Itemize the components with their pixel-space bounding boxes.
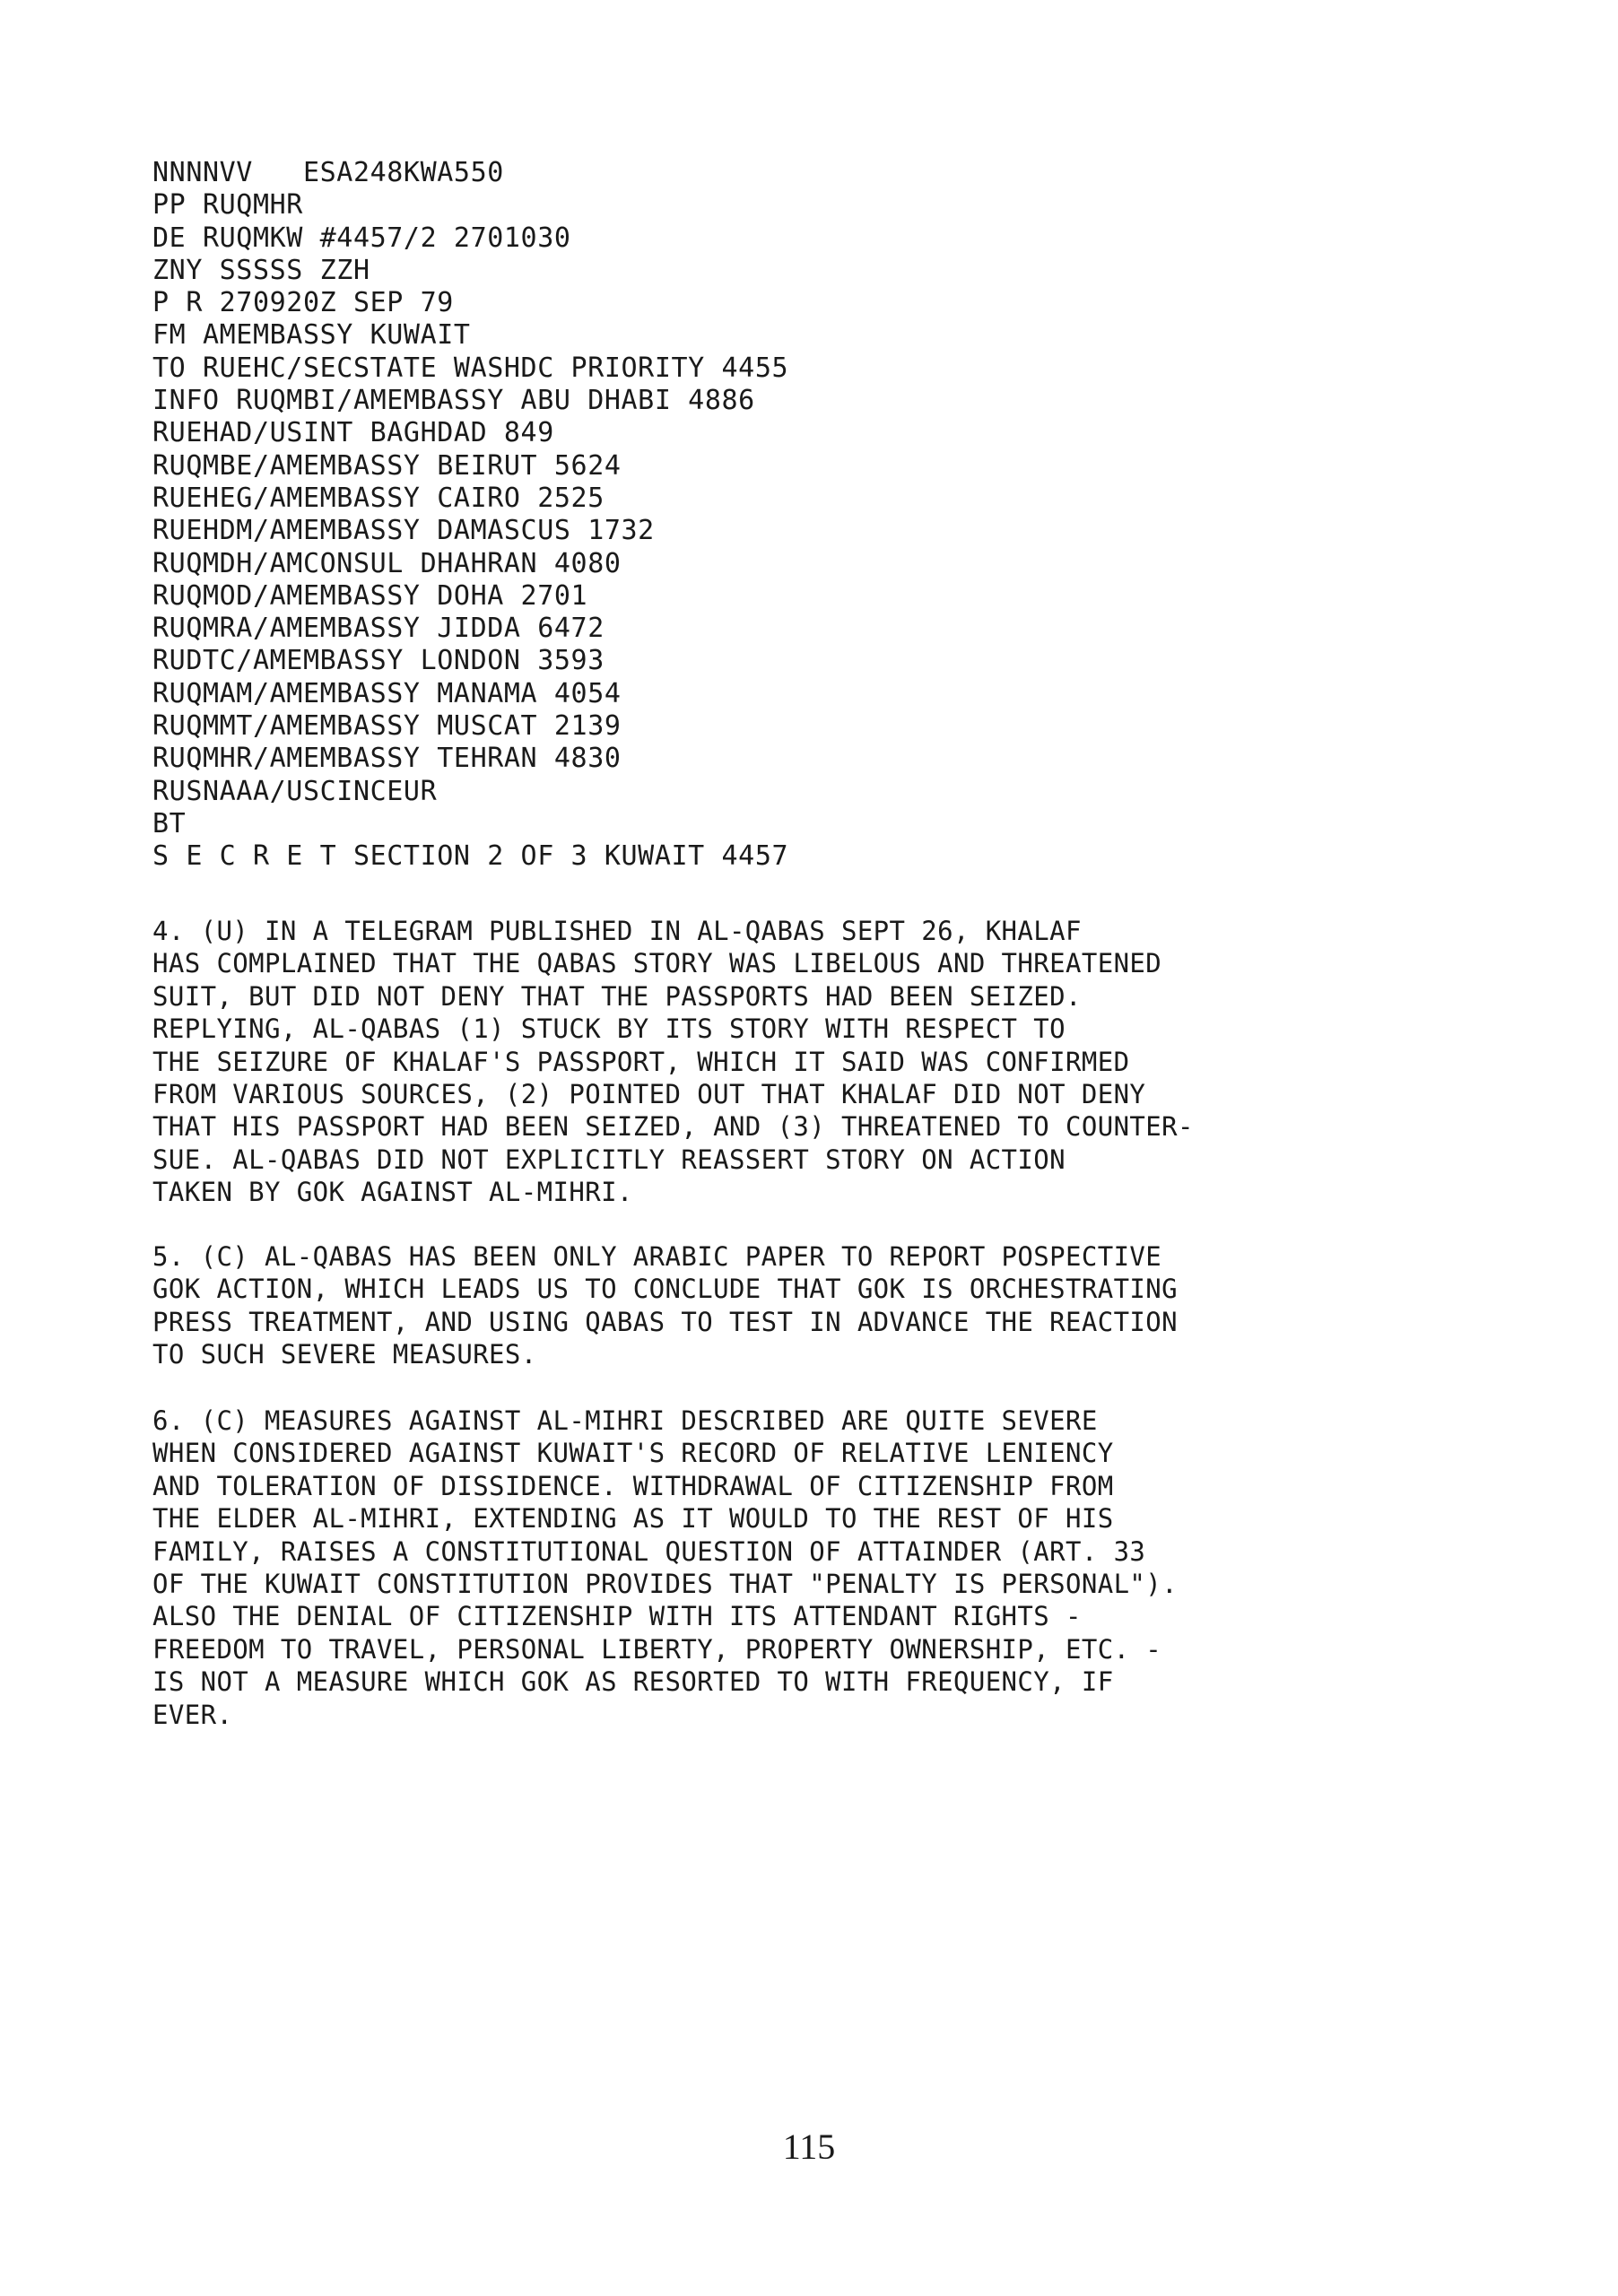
paragraph-line: 5. (C) AL-QABAS HAS BEEN ONLY ARABIC PAPER TO REPORT POSPECTIVE (152, 1241, 1162, 1272)
paragraph-line: 6. (C) MEASURES AGAINST AL-MIHRI DESCRIBED ARE QUITE SEVERE (152, 1405, 1098, 1436)
header-line: RUEHAD/USINT BAGHDAD 849 (152, 417, 554, 449)
header-line: P R 270920Z SEP 79 (152, 287, 454, 319)
paragraph-line: HAS COMPLAINED THAT THE QABAS STORY WAS LIBELOUS AND THREATENED (152, 948, 1162, 979)
header-line: ZNY SSSSS ZZH (152, 254, 370, 286)
header-line: RUQMAM/AMEMBASSY MANAMA 4054 (152, 677, 622, 709)
header-line: BT (152, 807, 187, 839)
header-line: RUDTC/AMEMBASSY LONDON 3593 (152, 645, 605, 677)
header-line: RUEHEG/AMEMBASSY CAIRO 2525 (152, 482, 605, 514)
header-line: RUSNAAA/USCINCEUR (152, 775, 438, 807)
header-line: PP RUQMHR (152, 189, 303, 222)
paragraph-line: THAT HIS PASSPORT HAD BEEN SEIZED, AND (3) THREATENED TO COUNTER- (152, 1111, 1194, 1143)
header-line: RUQMHR/AMEMBASSY TEHRAN 4830 (152, 743, 622, 775)
header-line: RUQMDH/AMCONSUL DHAHRAN 4080 (152, 547, 622, 579)
paragraph-line: GOK ACTION, WHICH LEADS US TO CONCLUDE THAT GOK IS ORCHESTRATING (152, 1274, 1179, 1305)
paragraph-4 (152, 915, 1480, 1209)
header-line: DE RUQMKW #4457/2 2701030 (152, 222, 571, 254)
header-line: RUQMRA/AMEMBASSY JIDDA 6472 (152, 613, 605, 645)
paragraph-line: FROM VARIOUS SOURCES, (2) POINTED OUT THAT KHALAF DID NOT DENY (152, 1079, 1146, 1110)
header-line: RUQMMT/AMEMBASSY MUSCAT 2139 (152, 710, 622, 743)
paragraph-line: PRESS TREATMENT, AND USING QABAS TO TEST IN ADVANCE THE REACTION (152, 1306, 1179, 1337)
paragraph-line: ALSO THE DENIAL OF CITIZENSHIP WITH ITS ATTENDANT RIGHTS - (152, 1601, 1082, 1632)
paragraph-line: OF THE KUWAIT CONSTITUTION PROVIDES THAT "PENALTY IS PERSONAL"). (152, 1569, 1179, 1600)
telegram-header (152, 157, 1462, 874)
paragraph-line: FAMILY, RAISES A CONSTITUTIONAL QUESTION OF ATTAINDER (ART. 33 (152, 1535, 1146, 1567)
paragraph-line: 4. (U) IN A TELEGRAM PUBLISHED IN AL-QABAS SEPT 26, KHALAF (152, 916, 1082, 946)
header-line: RUEHDM/AMEMBASSY DAMASCUS 1732 (152, 515, 655, 547)
paragraph-line: THE ELDER AL-MIHRI, EXTENDING AS IT WOULD TO THE REST OF HIS (152, 1503, 1114, 1535)
paragraph-line: THE SEIZURE OF KHALAF'S PASSPORT, WHICH IT SAID WAS CONFIRMED (152, 1046, 1130, 1077)
paragraph-line: SUIT, BUT DID NOT DENY THAT THE PASSPORTS HAD BEEN SEIZED. (152, 980, 1082, 1012)
header-line: INFO RUQMBI/AMEMBASSY ABU DHABI 4886 (152, 385, 755, 417)
header-line: FM AMEMBASSY KUWAIT (152, 319, 471, 352)
paragraph-line: WHEN CONSIDERED AGAINST KUWAIT'S RECORD OF RELATIVE LENIENCY (152, 1438, 1114, 1469)
header-line: TO RUEHC/SECSTATE WASHDC PRIORITY 4455 (152, 352, 789, 384)
paragraph-line: IS NOT A MEASURE WHICH GOK AS RESORTED TO WITH FREQUENCY, IF (152, 1666, 1114, 1698)
paragraph-line: FREEDOM TO TRAVEL, PERSONAL LIBERTY, PROPERTY OWNERSHIP, ETC. - (152, 1633, 1162, 1665)
page-number: 115 (782, 2126, 836, 2167)
header-line: RUQMOD/AMEMBASSY DOHA 2701 (152, 579, 588, 612)
paragraph-5 (152, 1240, 1480, 1371)
classification-line: S E C R E T SECTION 2 OF 3 KUWAIT 4457 (152, 840, 789, 873)
paragraph-line: TO SUCH SEVERE MEASURES. (152, 1339, 537, 1370)
paragraph-line: EVER. (152, 1699, 233, 1730)
paragraph-line: SUE. AL-QABAS DID NOT EXPLICITLY REASSERT STORY ON ACTION (152, 1144, 1066, 1175)
header-line: RUQMBE/AMEMBASSY BEIRUT 5624 (152, 449, 622, 482)
header-line: NNNNVV ESA248KWA550 (152, 157, 504, 188)
paragraph-6 (152, 1405, 1480, 1731)
paragraph-line: AND TOLERATION OF DISSIDENCE. WITHDRAWAL OF CITIZENSHIP FROM (152, 1470, 1114, 1501)
paragraph-line: REPLYING, AL-QABAS (1) STUCK BY ITS STORY WITH RESPECT TO (152, 1013, 1066, 1045)
paragraph-line: TAKEN BY GOK AGAINST AL-MIHRI. (152, 1177, 633, 1208)
